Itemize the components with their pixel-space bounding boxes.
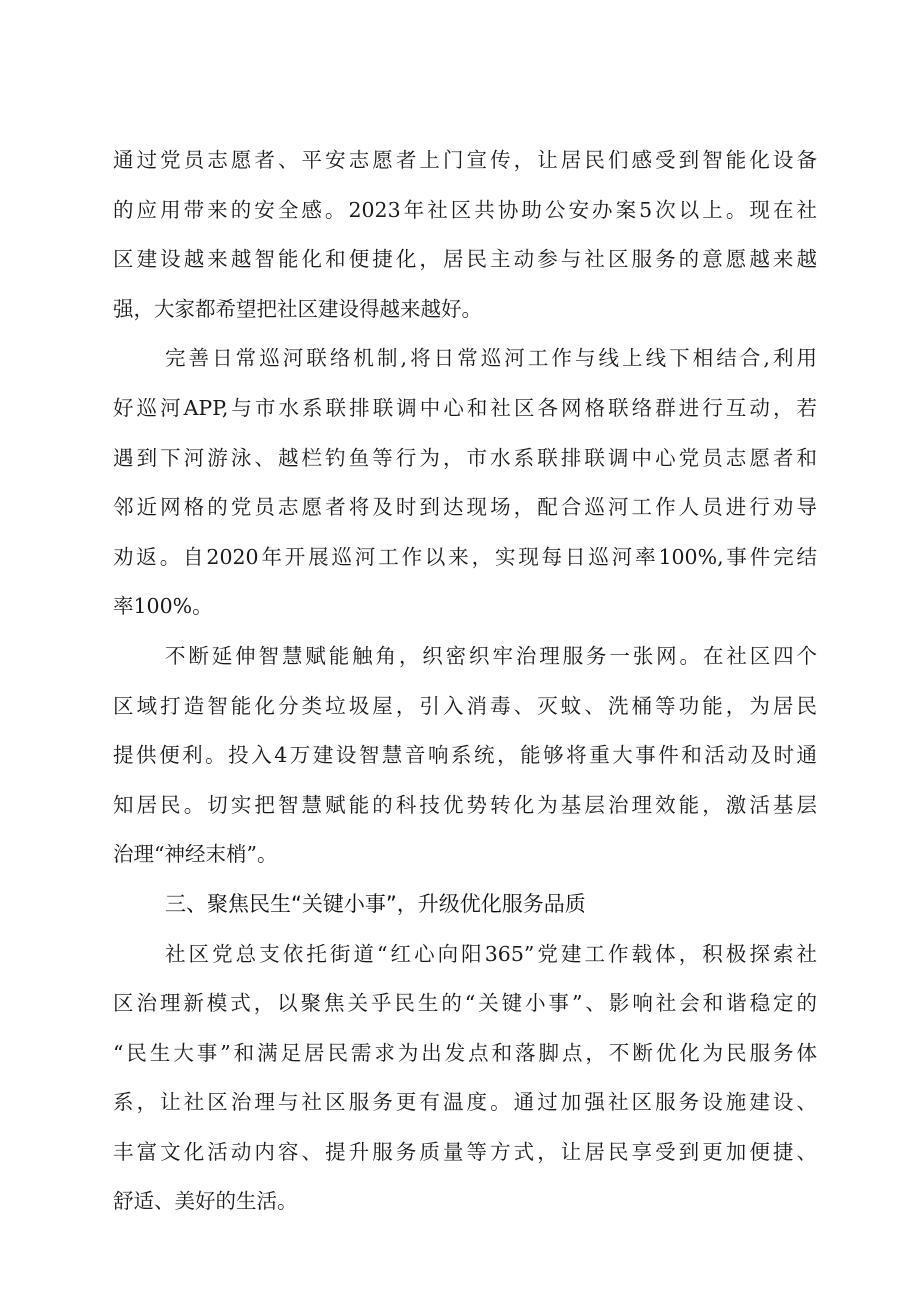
paragraph-line: 舒适、美好的生活。	[113, 1189, 298, 1214]
paragraph-line: “民生大事”和满足居民需求为出发点和落脚点，不断优化为民服务体	[113, 1040, 817, 1065]
paragraph-line: 劝返。自2020年开展巡河工作以来，实现每日巡河率100%,事件完结	[113, 544, 817, 569]
paragraph-line: 区建设越来越智能化和便捷化，居民主动参与社区服务的意愿越来越	[113, 247, 817, 272]
paragraph-line: 治理“神经末梢”。	[113, 842, 278, 867]
paragraph-line: 通过党员志愿者、平安志愿者上门宣传，让居民们感受到智能化设备	[113, 148, 817, 172]
paragraph-3	[113, 632, 817, 880]
paragraph-line: 丰富文化活动内容、提升服务质量等方式，让居民享受到更加便捷、	[113, 1139, 817, 1164]
paragraph-1	[113, 136, 817, 334]
paragraph-2	[113, 334, 817, 632]
document-body	[113, 136, 817, 1227]
section-heading: 三、聚焦民生“关键小事”，升级优化服务品质	[165, 891, 586, 916]
paragraph-line: 知居民。切实把智慧赋能的科技优势转化为基层治理效能，激活基层	[113, 792, 817, 817]
paragraph-line: 好巡河APP,与市水系联排联调中心和社区各网格联络群进行互动，若	[113, 395, 817, 420]
paragraph-line: 系，让社区治理与社区服务更有温度。通过加强社区服务设施建设、	[113, 1090, 817, 1115]
paragraph-line: 社区党总支依托街道“红心向阳365”党建工作载体，积极探索社	[165, 941, 817, 966]
paragraph-line: 邻近网格的党员志愿者将及时到达现场，配合巡河工作人员进行劝导	[113, 495, 817, 520]
paragraph-line: 率100%。	[113, 594, 213, 619]
paragraph-line: 遇到下河游泳、越栏钓鱼等行为，市水系联排联调中心党员志愿者和	[113, 445, 817, 470]
paragraph-line: 区治理新模式，以聚焦关乎民生的“关键小事”、影响社会和谐稳定的	[113, 991, 817, 1016]
paragraph-line: 提供便利。投入4万建设智慧音响系统，能够将重大事件和活动及时通	[113, 743, 817, 768]
paragraph-line: 完善日常巡河联络机制,将日常巡河工作与线上线下相结合,利用	[165, 346, 817, 371]
paragraph-line: 的应用带来的安全感。2023年社区共协助公安办案5次以上。现在社	[113, 197, 817, 222]
paragraph-line: 不断延伸智慧赋能触角，织密织牢治理服务一张网。在社区四个	[165, 643, 817, 668]
paragraph-line: 区域打造智能化分类垃圾屋，引入消毒、灭蚊、洗桶等功能，为居民	[113, 693, 817, 718]
paragraph-4	[113, 930, 817, 1228]
paragraph-line: 强，大家都希望把社区建设得越来越好。	[113, 296, 482, 321]
